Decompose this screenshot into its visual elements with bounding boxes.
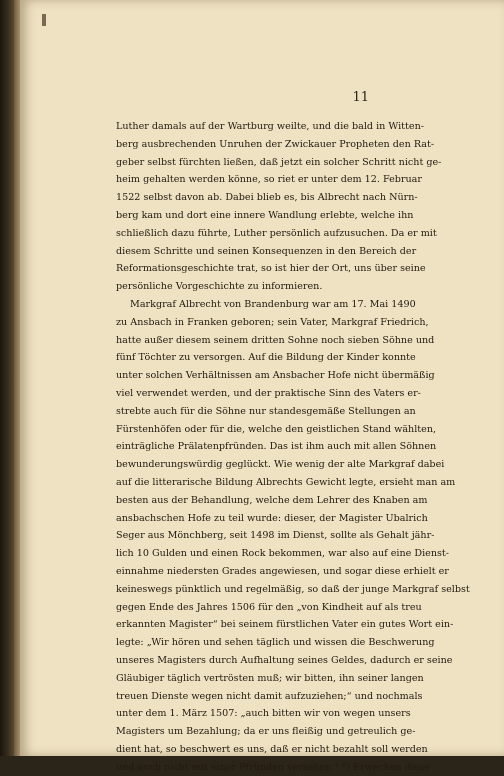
text-line: unter solchen Verhältnissen am Ansbacher Hofe nicht übermäßig [116, 370, 435, 382]
paragraph-1 [116, 118, 442, 296]
text-line: keineswegs pünktlich und regelmäßig, so daß der junge Markgraf selbst [116, 583, 470, 595]
text-line: lich 10 Gulden und einen Rock bekommen, war also auf eine Dienst- [116, 548, 450, 560]
text-line: und auch nicht mit einer Pfründen versehen.“ ⁶) Erwecken diese [116, 761, 431, 773]
text-line: zu Ansbach in Franken geboren; sein Vater, Markgraf Friedrich, [116, 316, 429, 328]
book-gutter [0, 0, 14, 756]
text-line: legte: „Wir hören und sehen täglich und wissen die Beschwerung [116, 637, 435, 649]
text-line: gegen Ende des Jahres 1506 für den „von Kindheit auf als treu [116, 601, 422, 613]
text-line: unter dem 1. März 1507: „auch bitten wir von wegen unsers [116, 708, 411, 720]
text-line: auf die litterarische Bildung Albrechts Gewicht legte, ersieht man am [116, 476, 456, 488]
text-line: berg ausbrechenden Unruhen der Zwickauer Propheten den Rat- [116, 138, 435, 150]
text-line: Gläubiger täglich vertrösten muß; wir bitten, ihn seiner langen [116, 672, 424, 684]
book-page [20, 0, 504, 773]
text-line: besten aus der Behandlung, welche dem Lehrer des Knaben am [116, 494, 428, 506]
text-line: 1522 selbst davon ab. Dabei blieb es, bis Albrecht nach Nürn- [116, 192, 418, 204]
text-line: treuen Dienste wegen nicht damit aufzuziehen;“ und nochmals [116, 690, 423, 702]
text-line: Markgraf Albrecht von Brandenburg war am 17. Mai 1490 [130, 298, 416, 310]
text-line: erkannten Magister“ bei seinem fürstlichen Vater ein gutes Wort ein- [116, 619, 454, 631]
text-line: schließlich dazu führte, Luther persönlich aufzusuchen. Da er mit [116, 227, 437, 239]
text-line: ansbachschen Hofe zu teil wurde: dieser, der Magister Ubalrich [116, 512, 428, 524]
text-line: hatte außer diesem seinem dritten Sohne noch sieben Söhne und [116, 334, 435, 346]
text-line: persönliche Vorgeschichte zu informieren. [116, 281, 323, 293]
text-line: Seger aus Mönchberg, seit 1498 im Dienst, sollte als Gehalt jähr- [116, 530, 435, 542]
text-line: fünf Töchter zu versorgen. Auf die Bildung der Kinder konnte [116, 352, 416, 364]
text-line: Luther damals auf der Wartburg weilte, und die bald in Witten- [116, 121, 424, 132]
text-line: einträgliche Prälatenpfründen. Das ist ihm auch mit allen Söhnen [116, 441, 437, 453]
text-line: heim gehalten werden könne, so riet er unter dem 12. Februar [116, 174, 422, 186]
text-line: strebte auch für die Söhne nur standesgemäße Stellungen an [116, 405, 416, 417]
text-line: unseres Magisters durch Aufhaltung seines Geldes, dadurch er seine [116, 654, 453, 666]
text-line: berg kam und dort eine innere Wandlung erlebte, welche ihn [116, 209, 414, 221]
text-line: viel verwendet werden, und der praktische Sinn des Vaters er- [116, 387, 421, 399]
text-line: Reformationsgeschichte trat, so ist hier der Ort, uns über seine [116, 263, 426, 275]
text-line: diesem Schritte und seinen Konsequenzen in den Bereich der [116, 245, 417, 257]
text-line: einnahme niedersten Grades angewiesen, und sogar diese erhielt er [116, 565, 449, 577]
text-line: bewunderungswürdig geglückt. Wie wenig der alte Markgraf dabei [116, 459, 445, 471]
text-line: Magisters um Bezahlung; da er uns fleißig und getreulich ge- [116, 726, 416, 738]
text-line: dient hat, so beschwert es uns, daß er nicht bezahlt soll werden [116, 743, 428, 755]
text-line: Fürstenhöfen oder für die, welche den geistlichen Stand wählten, [116, 423, 437, 435]
text-line: geber selbst fürchten ließen, daß jetzt ein solcher Schritt nicht ge- [116, 156, 442, 168]
body-text [116, 118, 470, 776]
binding-mark [42, 14, 46, 26]
paragraph-2 [116, 296, 470, 776]
page-number: 11 [352, 90, 369, 105]
